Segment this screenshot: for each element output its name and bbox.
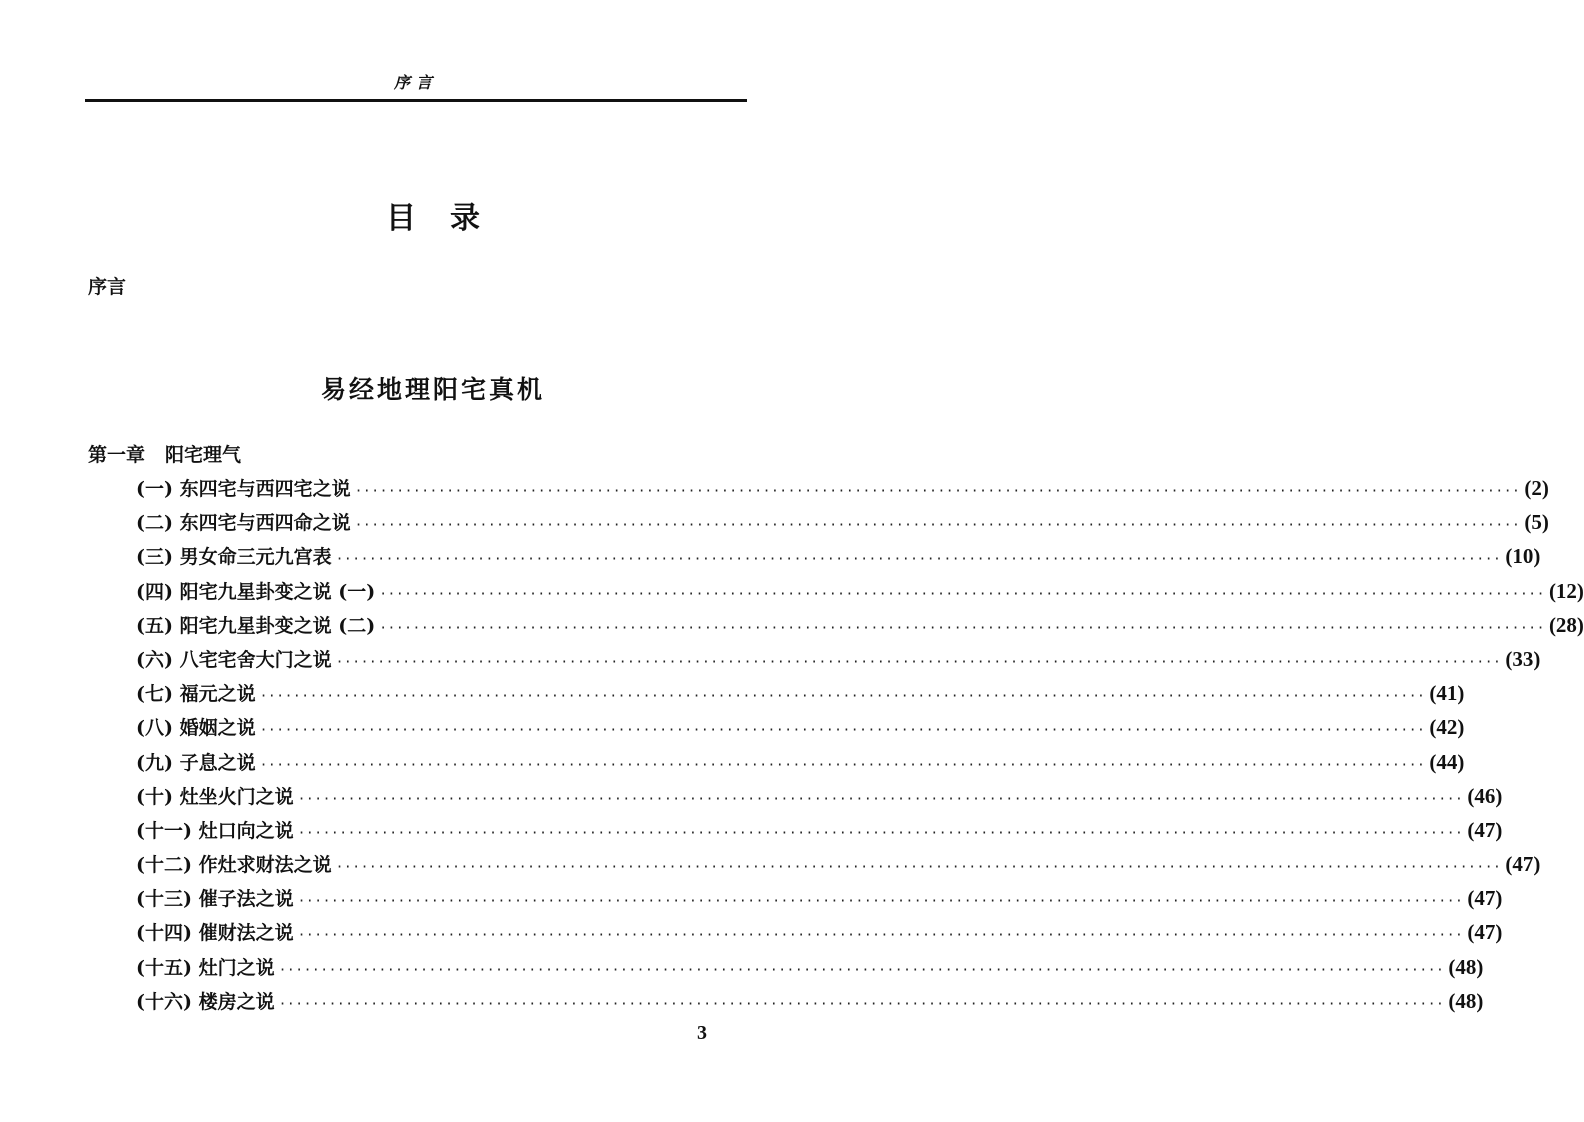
toc-entry (136, 850, 1541, 884)
toc-entry-page: (41) (1429, 681, 1465, 706)
toc-entry-label: (十五) 灶门之说 (136, 956, 275, 979)
toc-entry-label: (十六) 楼房之说 (136, 990, 275, 1013)
toc-entry (136, 782, 1503, 816)
toc-entry-label: (十一) 灶口向之说 (136, 819, 294, 842)
toc-entry-page: (5) (1524, 510, 1549, 535)
dot-leader: ············································································································································ (354, 518, 1521, 534)
toc-entry-label: (二) 东四宅与西四命之说 (136, 512, 351, 535)
toc-entry-label: (四) 阳宅九星卦变之说 (一) (136, 580, 376, 603)
toc-entry-page: (46) (1467, 783, 1503, 808)
toc-entry (136, 679, 1465, 713)
toc-entry (136, 713, 1465, 747)
toc-entry-label: (六) 八宅宅舍大门之说 (136, 648, 332, 671)
toc-entry (136, 918, 1503, 952)
toc-entry-page: (10) (1505, 544, 1541, 569)
preface-entry: 序言 (88, 276, 127, 298)
toc-entry (136, 987, 1484, 1021)
dot-leader: ············································································································································ (335, 552, 1502, 568)
toc-entry (136, 884, 1503, 918)
toc-entry-label: (十三) 催子法之说 (136, 888, 294, 911)
dot-leader: ············································································································································ (259, 723, 1426, 739)
toc-entry (136, 577, 1584, 611)
toc-entry-label: (七) 福元之说 (136, 683, 256, 706)
chapter-title: 阳宅理气 (165, 444, 242, 466)
toc-entry-page: (47) (1467, 920, 1503, 945)
toc-entry-label: (九) 子息之说 (136, 751, 256, 774)
toc-entry-page: (47) (1505, 852, 1541, 877)
running-head: 序言 (393, 73, 438, 92)
toc-entry-label: (三) 男女命三元九宫表 (136, 546, 332, 569)
dot-leader: ············································································································································ (259, 689, 1426, 705)
dot-leader: ············································································································································ (379, 586, 1545, 602)
chapter-heading (88, 440, 241, 467)
dot-leader: ············································································································································ (278, 962, 1445, 978)
toc-entry-page: (33) (1505, 646, 1541, 671)
toc-entry-page: (48) (1448, 988, 1484, 1013)
dot-leader: ············································································································································ (259, 757, 1426, 773)
dot-leader: ············································································································································ (379, 620, 1545, 636)
header-rule (85, 99, 747, 102)
toc-entry-label: (八) 婚姻之说 (136, 717, 256, 740)
toc-entry (136, 748, 1465, 782)
toc-entry (136, 474, 1549, 508)
page-number: 3 (697, 1022, 707, 1044)
toc-entry-label: (一) 东四宅与西四宅之说 (136, 478, 351, 500)
toc-entry-page: (12) (1548, 578, 1584, 603)
dot-leader: ············································································································································ (335, 860, 1502, 876)
toc-entry-page: (2) (1524, 476, 1549, 500)
toc-entry-page: (42) (1429, 715, 1465, 740)
toc-entry (136, 645, 1541, 679)
dot-leader: ············································································································································ (297, 894, 1464, 910)
toc-entry-page: (48) (1448, 954, 1484, 979)
dot-leader: ············································································································································ (278, 996, 1445, 1012)
chapter-number: 第一章 (88, 444, 146, 466)
toc-entry (136, 953, 1484, 987)
toc-entry (136, 816, 1503, 850)
toc-entry-page: (47) (1467, 817, 1503, 842)
toc-entry (136, 508, 1549, 542)
toc-entry-label: (五) 阳宅九星卦变之说 (二) (136, 614, 376, 637)
toc-entry (136, 611, 1584, 645)
dot-leader: ············································································································································ (297, 825, 1464, 841)
dot-leader: ············································································································································ (335, 654, 1502, 670)
dot-leader: ············································································································································ (297, 791, 1464, 807)
toc-list (136, 474, 1584, 1021)
toc-title: 目录 (386, 201, 514, 236)
book-title: 易经地理阳宅真机 (320, 375, 545, 404)
dot-leader: ············································································································································ (354, 484, 1521, 499)
toc-entry (136, 542, 1541, 576)
toc-entry-page: (47) (1467, 886, 1503, 911)
toc-entry-label: (十四) 催财法之说 (136, 922, 294, 945)
toc-entry-page: (28) (1548, 612, 1584, 637)
toc-entry-page: (44) (1429, 749, 1465, 774)
dot-leader: ············································································································································ (297, 928, 1464, 944)
toc-entry-label: (十二) 作灶求财法之说 (136, 854, 332, 877)
toc-entry-label: (十) 灶坐火门之说 (136, 785, 294, 808)
